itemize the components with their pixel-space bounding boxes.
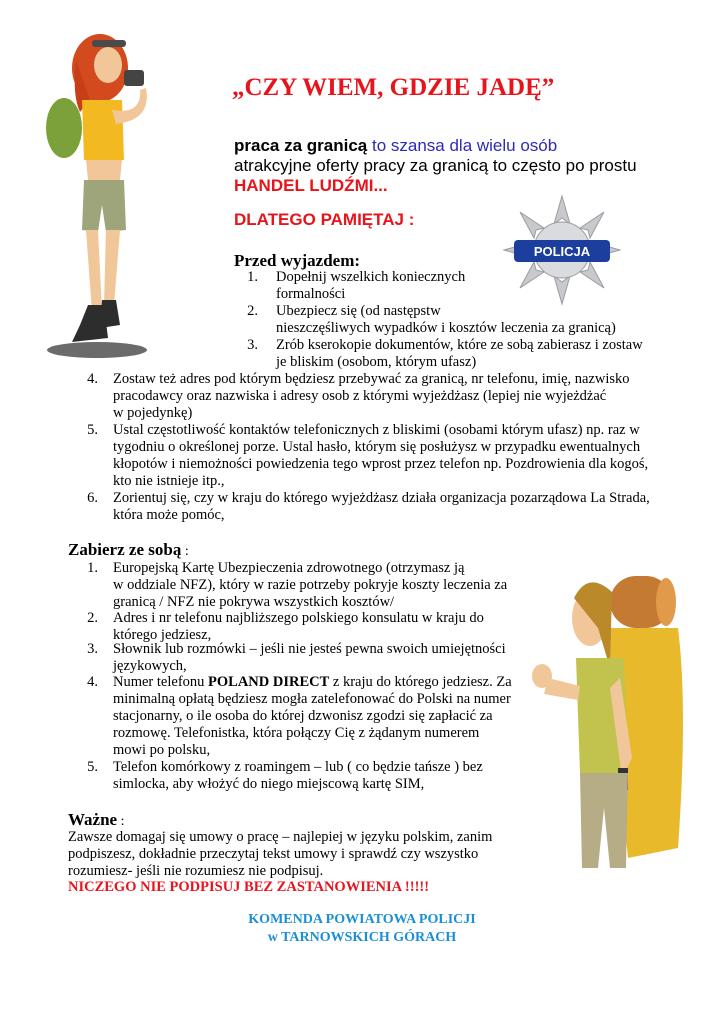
take-heading-text: Zabierz ze sobą [68,540,182,559]
important-heading-text: Ważne [68,810,118,829]
list-text: Ubezpiecz się (od następstw [276,303,441,319]
backpacker-illustration [528,558,706,883]
intro-blue: to szansa dla wielu osób [367,136,558,155]
list-text: w pojedynkę) [113,405,193,421]
list-number: 1. [87,560,98,576]
before-item-6 [0,490,724,524]
list-text: tygodniu o określonej porze. Ustal hasło, którym się posłużysz w przypadku ewentualnych [113,439,641,455]
list-text: pracodawcy oraz nazwiska i adresy osob z którymi wyjeżdżasz (lepiej nie wyjeżdżać [113,388,607,404]
poland-direct: POLAND DIRECT [208,674,330,690]
list-text: rozmowę. Telefonistka, która połączy Cię z żądanym numerem [113,725,480,741]
before-item-1 [0,269,724,303]
intro-bold: praca za granicą [234,136,368,155]
list-text: Adres i nr telefonu najbliższego polskiego konsulatu w kraju do [113,610,484,626]
list-number: 3. [247,337,258,353]
intro-line-1 [234,136,557,156]
take-heading [68,540,189,560]
warning-text: NICZEGO NIE PODPISUJ BEZ ZASTANOWIENIA !!!!! [68,879,430,895]
list-text: Ustal częstotliwość kontaktów telefonicznych z bliskimi (osobami którym ufasz) np. raz w [113,422,640,438]
list-text: nieszczęśliwych wypadków i kosztów leczenia za granicą) [276,320,616,336]
important-heading [68,810,125,830]
list-number: 2. [247,303,258,319]
list-text: w oddziale NFZ), który w razie potrzeby pokryje koszty leczenia za [113,577,508,593]
list-number: 5. [87,422,98,438]
remember-heading: DLATEGO PAMIĘTAJ : [234,210,415,229]
important-heading-suffix: : [117,814,125,829]
list-text: simlocka, aby włożyć do niego miejscową kartę SIM, [113,776,425,792]
list-text: językowych, [113,658,187,674]
before-item-2 [0,303,724,337]
list-text: je bliskim (osobom, którym ufasz) [276,354,477,370]
list-text: formalności [276,286,346,302]
list-number: 1. [247,269,258,285]
list-number: 6. [87,490,98,506]
list-text: Słownik lub rozmówki – jeśli nie jesteś pewna swoich umiejętności [113,641,506,657]
list-number: 4. [87,371,98,387]
list-text: kto nie istnieje itp., [113,473,225,489]
list-number: 2. [87,610,98,626]
footer-line-2: w TARNOWSKICH GÓRACH [267,930,457,945]
list-text: Dopełnij wszelkich koniecznych [276,269,466,285]
list-text: Telefon komórkowy z roamingem – lub ( co będzie tańsze ) bez [113,759,483,775]
list-text: mowi po polsku, [113,742,211,758]
take-heading-suffix: : [181,544,189,559]
before-item-3 [0,337,724,371]
list-number: 3. [87,641,98,657]
footer-line-1: KOMENDA POWIATOWA POLICJI [248,912,476,927]
list-text-post: z kraju do którego jedziesz. Za [329,674,512,690]
list-text: Europejską Kartę Ubezpieczenia zdrowotnego (otrzymasz ją [113,560,465,576]
before-heading-text: Przed wyjazdem [234,251,355,270]
list-number: 5. [87,759,98,775]
list-text: którego jedziesz, [113,627,212,643]
list-number: 4. [87,674,98,690]
important-text: Zawsze domagaj się umowy o pracę – najlepiej w języku polskim, zanim podpiszesz, dokładnie przeczytaj tekst umowy i sprawdź czy wszystko rozumiesz- jeśli nie rozumiesz nie podpisuj. [68,829,493,879]
page-title: „CZY WIEM, GDZIE JADĘ” [232,74,555,101]
list-text-pre: Numer telefonu [113,674,209,690]
badge-text: POLICJA [533,244,591,259]
before-heading [234,251,360,271]
list-text: granicą / NFZ nie pokrywa wszystkich kosztów/ [113,594,395,610]
intro-line-3: HANDEL LUDŹMI... [234,176,388,195]
list-text: Zostaw też adres pod którym będziesz przebywać za granicą, nr telefonu, imię, nazwisko [113,371,630,387]
before-item-4 [0,371,724,422]
intro-line-2: atrakcyjne oferty pracy za granicą to często po prostu [234,156,637,175]
list-text [113,674,512,691]
list-text: stacjonarny, o ile osoba do której dzwonisz zgodzi się zapłacić za [113,708,493,724]
list-text: Zrób kserokopie dokumentów, które ze sobą zabierasz i zostaw [276,337,643,353]
list-text: Zorientuj się, czy w kraju do którego wyjeżdżasz działa organizacja pozarządowa La Strada, [113,490,650,506]
list-text: minimalną opłatą będziesz mogła zatelefonować do Polski na numer [113,691,511,707]
list-text: kłopotów i niemożności powiedzenia tego wprost przez telefon np. Pozdrowienia dla kogoś, [113,456,649,472]
before-item-5 [0,422,724,490]
before-heading-suffix: : [354,251,361,270]
list-text: która może pomóc, [113,507,225,523]
